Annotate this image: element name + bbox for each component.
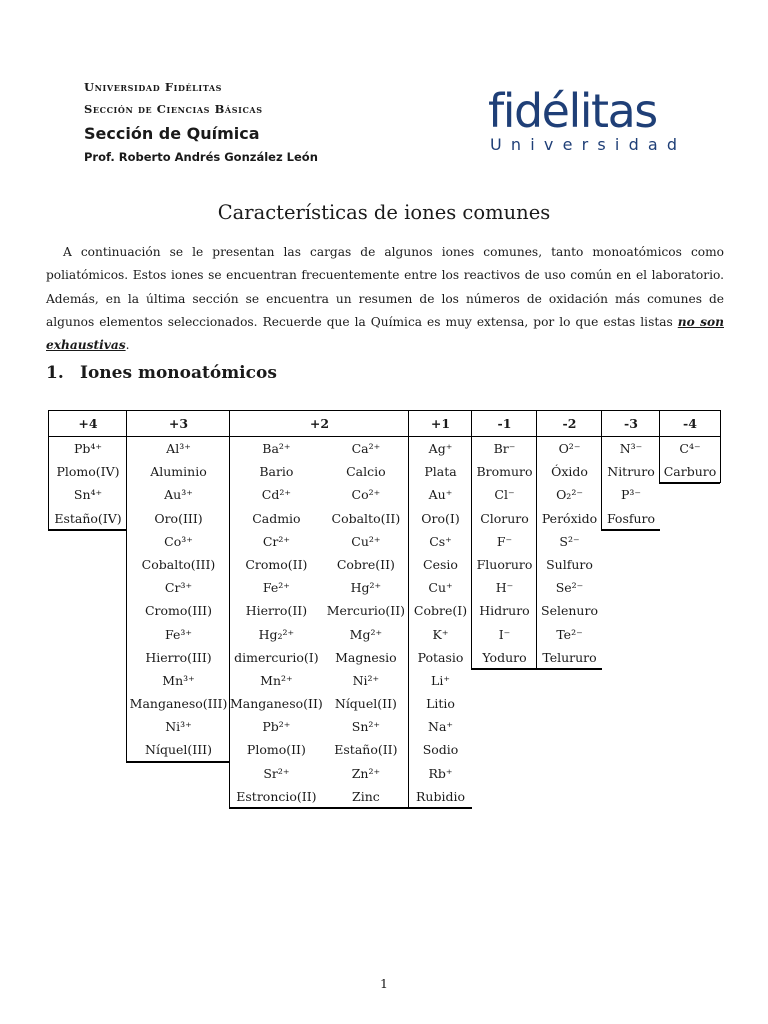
charge-group: [659, 410, 721, 483]
charge-group: [536, 410, 602, 669]
ion-name: Bromuro: [476, 464, 533, 480]
ion-name: Fosfuro: [606, 510, 656, 526]
ion-symbol: O²⁻: [558, 441, 581, 456]
ion-name: Litio: [426, 696, 455, 712]
logo-wordmark: fidélitas: [488, 84, 657, 138]
intro-end: .: [125, 338, 130, 353]
ion-symbol: Ni²⁺: [352, 672, 380, 688]
group-bottom-rule: [471, 668, 537, 670]
ion-name: Telururo: [542, 649, 597, 665]
ion-symbol: Cr³⁺: [164, 580, 193, 596]
ion-name: Potasio: [417, 649, 464, 665]
ion-symbol: Mg²⁺: [349, 626, 383, 642]
ion-symbol: O₂²⁻: [556, 487, 583, 503]
ion-symbol: S²⁻: [559, 533, 580, 549]
ion-name: Manganeso(II): [230, 696, 323, 712]
group-bottom-rule: [601, 529, 660, 531]
ion-name: dimercurio(I): [234, 649, 319, 665]
ion-name: Plomo(IV): [56, 464, 120, 480]
charge-header: -4: [660, 411, 720, 437]
ion-name: Cloruro: [480, 510, 529, 526]
ion-name: Calcio: [346, 464, 386, 480]
ion-symbol: Se²⁻: [555, 580, 584, 596]
ion-symbol: Co³⁺: [164, 533, 193, 549]
ion-name: Hierro(II): [245, 603, 308, 619]
ion-name: Bario: [259, 464, 294, 480]
ion-symbol: Ag⁺: [428, 441, 453, 456]
charge-header: -2: [537, 411, 602, 437]
page-title: Características de iones comunes: [217, 201, 551, 224]
group-bottom-rule: [229, 807, 409, 809]
university-name: Universidad Fidélitas: [84, 80, 223, 94]
charge-group: [601, 410, 660, 530]
ion-name: Estaño(II): [334, 742, 398, 758]
university-logo: [488, 86, 688, 154]
ion-name: Hierro(III): [145, 649, 212, 665]
document-header: [84, 76, 318, 168]
ion-symbol: Mn²⁺: [260, 672, 293, 688]
ion-symbol: Rb⁺: [428, 765, 453, 781]
ion-symbol: H⁻: [495, 580, 514, 596]
section-name: Sección de Ciencias Básicas: [84, 102, 263, 116]
charge-header: +4: [49, 411, 127, 437]
ion-name: Yoduro: [482, 649, 527, 665]
charge-header: -3: [602, 411, 660, 437]
ion-symbol: Sn⁴⁺: [73, 487, 103, 503]
intro-paragraph: [46, 241, 724, 357]
ion-name: Cobalto(III): [141, 556, 216, 572]
ion-name: Zinc: [352, 788, 380, 804]
ion-symbol: Cd²⁺: [261, 487, 291, 503]
page-number: 1: [380, 976, 388, 991]
professor-name: Prof. Roberto Andrés González León: [84, 150, 318, 164]
ion-symbol: Au³⁺: [164, 487, 193, 503]
section-heading: [46, 363, 277, 383]
group-bottom-rule: [659, 482, 720, 484]
ion-symbol: Cu⁺: [428, 580, 453, 596]
ion-name: Cromo(III): [144, 603, 212, 619]
ion-symbol: K⁺: [432, 626, 449, 642]
ion-symbol: Co²⁺: [351, 487, 381, 503]
ion-name: Plomo(II): [246, 742, 306, 758]
department-name: Sección de Química: [84, 124, 260, 143]
ion-symbol: Cs⁺: [429, 533, 452, 549]
ion-name: Carburo: [663, 464, 717, 480]
ion-symbol: N³⁻: [619, 441, 643, 456]
charge-header: +1: [409, 411, 472, 437]
ion-name: Cromo(II): [245, 556, 308, 572]
charge-header: +3: [127, 411, 230, 437]
ion-name: Cobalto(II): [331, 510, 401, 526]
ion-name: Cobre(II): [336, 556, 395, 572]
group-bottom-rule: [536, 668, 602, 670]
ion-symbol: Fe²⁺: [262, 580, 290, 596]
ion-symbol: Ca²⁺: [351, 441, 381, 456]
ion-symbol: Sn²⁺: [351, 719, 380, 735]
intro-text: A continuación se le presentan las cargas de algunos iones comunes, tanto monoatómicos como poliatómicos. Estos iones se encuentran frecuentemente entre los reactivos de uso común en el laboratorio. Además, en la última sección se encuentra un resumen de los números de oxidación más comunes de algunos elementos seleccionados. Recuerde que la Química es muy extensa, por lo que estas listas: [46, 245, 724, 329]
ion-name: Cobre(I): [413, 603, 468, 619]
ion-symbol: Fe³⁺: [165, 626, 192, 642]
ion-name: Magnesio: [335, 649, 397, 665]
ion-name: Oro(III): [154, 510, 203, 526]
ion-name: Óxido: [551, 464, 588, 480]
ion-name: Manganeso(III): [129, 696, 228, 712]
logo-subtitle: Universidad: [490, 135, 687, 154]
ion-symbol: I⁻: [498, 626, 511, 642]
ion-name: Níquel(III): [145, 742, 212, 758]
ion-symbol: Cr²⁺: [262, 533, 290, 549]
charge-header: +2: [230, 411, 409, 437]
ion-name: Oro(I): [421, 510, 460, 526]
ion-name: Mercurio(II): [326, 603, 406, 619]
ion-name: Rubidio: [416, 788, 465, 804]
ion-name: Estroncio(II): [236, 788, 317, 804]
ion-symbol: Au⁺: [428, 487, 453, 503]
section-title: Iones monoatómicos: [80, 363, 277, 383]
ion-symbol: P³⁻: [620, 487, 642, 503]
ion-symbol: Sr²⁺: [263, 765, 290, 781]
ion-name: Cadmio: [252, 510, 301, 526]
ion-name: Cesio: [423, 556, 458, 572]
ion-symbol: Al³⁺: [166, 441, 191, 456]
charge-header: -1: [472, 411, 537, 437]
ion-symbol: C⁴⁻: [679, 441, 701, 456]
ion-name: Estaño(IV): [54, 510, 122, 526]
ion-symbol: Pb⁴⁺: [73, 441, 103, 456]
ion-symbol: Te²⁻: [556, 626, 583, 642]
ion-symbol: Hg₂²⁺: [258, 626, 295, 642]
ion-symbol: Ba²⁺: [262, 441, 291, 456]
ion-symbol: Ni³⁺: [165, 719, 192, 735]
charge-group: [126, 410, 230, 762]
ion-name: Selenuro: [541, 603, 598, 619]
charge-group: [471, 410, 537, 669]
ion-symbol: Na⁺: [428, 719, 453, 735]
group-bottom-rule: [408, 807, 472, 809]
charge-group: [229, 410, 409, 808]
ion-name: Hidruro: [479, 603, 530, 619]
ion-name: Sulfuro: [546, 556, 593, 572]
ion-symbol: Li⁺: [431, 672, 450, 688]
ion-name: Peróxido: [541, 510, 598, 526]
group-bottom-rule: [48, 529, 127, 531]
ion-symbol: Cu²⁺: [351, 533, 381, 549]
ion-symbol: Br⁻: [493, 441, 516, 456]
group-bottom-rule: [126, 761, 230, 763]
ion-name: Níquel(II): [334, 696, 397, 712]
ion-symbol: Pb²⁺: [262, 719, 291, 735]
ion-symbol: Hg²⁺: [350, 580, 382, 596]
intro-emphasis: no son exhaustivas: [46, 314, 724, 353]
ion-symbol: Mn³⁺: [162, 672, 195, 688]
charge-group: [408, 410, 472, 808]
ion-name: Aluminio: [150, 464, 207, 480]
ion-name: Fluoruro: [476, 556, 533, 572]
ion-name: Nitruro: [607, 464, 655, 480]
ion-name: Plata: [424, 464, 457, 480]
ion-name: Sodio: [422, 742, 459, 758]
ion-symbol: Cl⁻: [494, 487, 515, 503]
charge-group: [48, 410, 127, 530]
section-number: 1.: [46, 363, 64, 383]
ion-symbol: F⁻: [496, 533, 513, 549]
ion-symbol: Zn²⁺: [351, 765, 381, 781]
